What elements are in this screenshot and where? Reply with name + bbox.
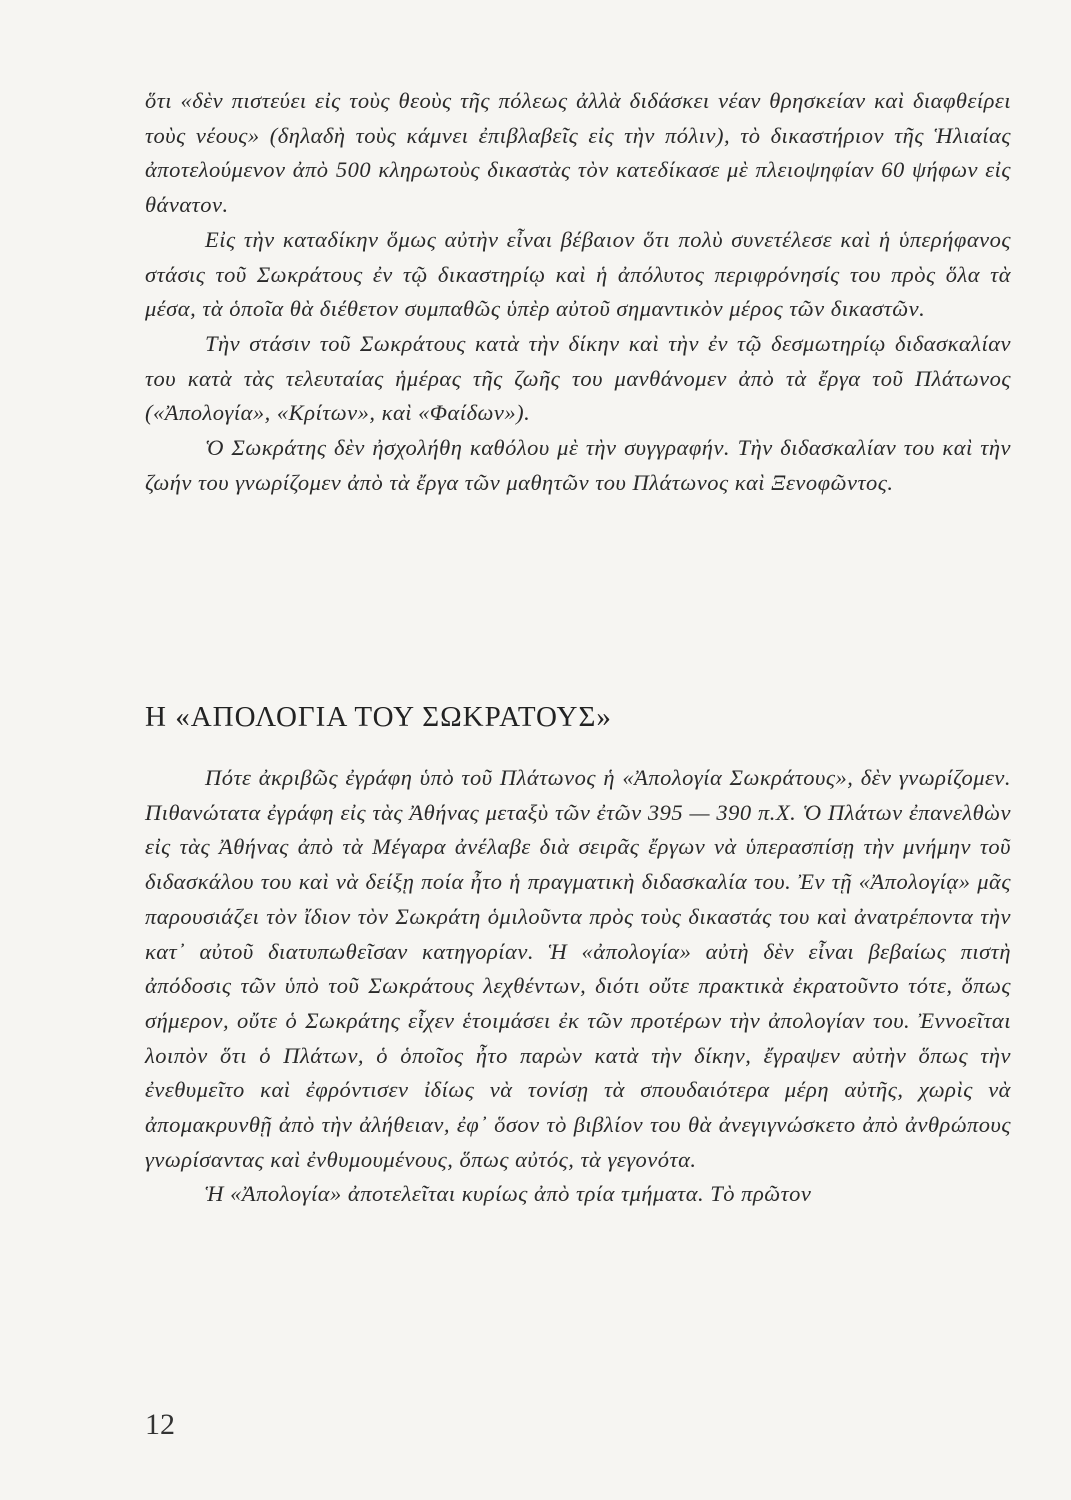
paragraph: ὅτι «δὲν πιστεύει εἰς τοὺς θεοὺς τῆς πόλεως ἀλλὰ διδάσκει νέαν θρησκείαν καὶ διαφθείρει τοὺς νέους» (δηλαδὴ τοὺς κάμνει ἐπιβλαβεῖς εἰς τὴν πόλιν), τὸ δικαστήριον τῆς Ἡλιαίας ἀποτελούμενον ἀπὸ 500 κληρωτοὺς δικαστὰς τὸν κατεδίκασε μὲ πλειοψηφίαν 60 ψήφων εἰς θάνατον. [145,88,1011,218]
text-section-top [145,84,1011,500]
paragraph: Ἡ «Ἀπολογία» ἀποτελεῖται κυρίως ἀπὸ τρία τμήματα. Τὸ πρῶτον [205,1181,812,1207]
paragraph: Εἰς τὴν καταδίκην ὅμως αὐτὴν εἶναι βέβαιον ὅτι πολὺ συνετέλεσε καὶ ἡ ὑπερήφανος στάσις τοῦ Σωκράτους ἐν τῷ δικαστηρίῳ καὶ ἡ ἀπόλυτος περιφρόνησίς του πρὸς ὅλα τὰ μέσα, τὰ ὁποῖα θὰ διέθετον συμπαθῶς ὑπὲρ αὐτοῦ σημαντικὸν μέρος τῶν δικαστῶν. [145,226,1011,322]
text-section-bottom [145,761,1011,1212]
section-heading: Η «ΑΠΟΛΟΓΙΑ ΤΟΥ ΣΩΚΡΑΤΟΥΣ» [145,701,612,733]
page-number: 12 [145,1408,175,1441]
paragraph: Ὁ Σωκράτης δὲν ἠσχολήθη καθόλου μὲ τὴν συγγραφήν. Τὴν διδασκαλίαν του καὶ τὴν ζωήν του γνωρίζομεν ἀπὸ τὰ ἔργα τῶν μαθητῶν του Πλάτωνος καὶ Ξενοφῶντος. [145,435,1011,495]
paragraph: Πότε ἀκριβῶς ἐγράφη ὑπὸ τοῦ Πλάτωνος ἡ «Ἀπολογία Σωκράτους», δὲν γνωρίζομεν. Πιθανώτατα ἐγράφη εἰς τὰς Ἀθήνας μεταξὺ τῶν ἐτῶν 395 — 390 π.Χ. Ὁ Πλάτων ἐπανελθὼν εἰς τὰς Ἀθήνας ἀπὸ τὰ Μέγαρα ἀνέλαβε διὰ σειρᾶς ἔργων νὰ ὑπερασπίσῃ τὴν μνήμην τοῦ διδασκάλου του καὶ νὰ δείξῃ ποία ἦτο ἡ πραγματικὴ διδασκαλία του. Ἐν τῇ «Ἀπολογίᾳ» μᾶς παρουσιάζει τὸν ἴδιον τὸν Σωκράτη ὁμιλοῦντα πρὸς τοὺς δικαστάς του καὶ ἀνατρέποντα τὴν κατ᾽ αὐτοῦ διατυπωθεῖσαν κατηγορίαν. Ἡ «ἀπολογία» αὐτὴ δὲν εἶναι βεβαίως πιστὴ ἀπόδοσις τῶν ὑπὸ τοῦ Σωκράτους λεχθέντων, διότι οὔτε πρακτικὰ ἐκρατοῦντο τότε, ὅπως σήμερον, οὔτε ὁ Σωκράτης εἶχεν ἑτοιμάσει ἐκ τῶν προτέρων τὴν ἀπολογίαν του. Ἐννοεῖται λοιπὸν ὅτι ὁ Πλάτων, ὁ ὁποῖος ἦτο παρὼν κατὰ τὴν δίκην, ἔγραψεν αὐτὴν ὅπως τὴν ἐνεθυμεῖτο καὶ ἐφρόντισεν ἰδίως νὰ τονίσῃ τὰ σπουδαιότερα μέρη αὐτῆς, χωρὶς νὰ ἀπομακρυνθῇ ἀπὸ τὴν ἀλήθειαν, ἐφ᾽ ὅσον τὸ βιβλίον του θὰ ἀνεγιγνώσκετο ἀπὸ ἀνθρώπους γνωρίσαντας καὶ ἐνθυμουμένους, ὅπως αὐτός, τὰ γεγονότα. [145,765,1011,1172]
paragraph: Τὴν στάσιν τοῦ Σωκράτους κατὰ τὴν δίκην καὶ τὴν ἐν τῷ δεσμωτηρίῳ διδασκαλίαν του κατὰ τὰς τελευταίας ἡμέρας τῆς ζωῆς του μανθάνομεν ἀπὸ τὰ ἔργα τοῦ Πλάτωνος («Ἀπολογία», «Κρίτων», καὶ «Φαίδων»). [145,330,1011,426]
